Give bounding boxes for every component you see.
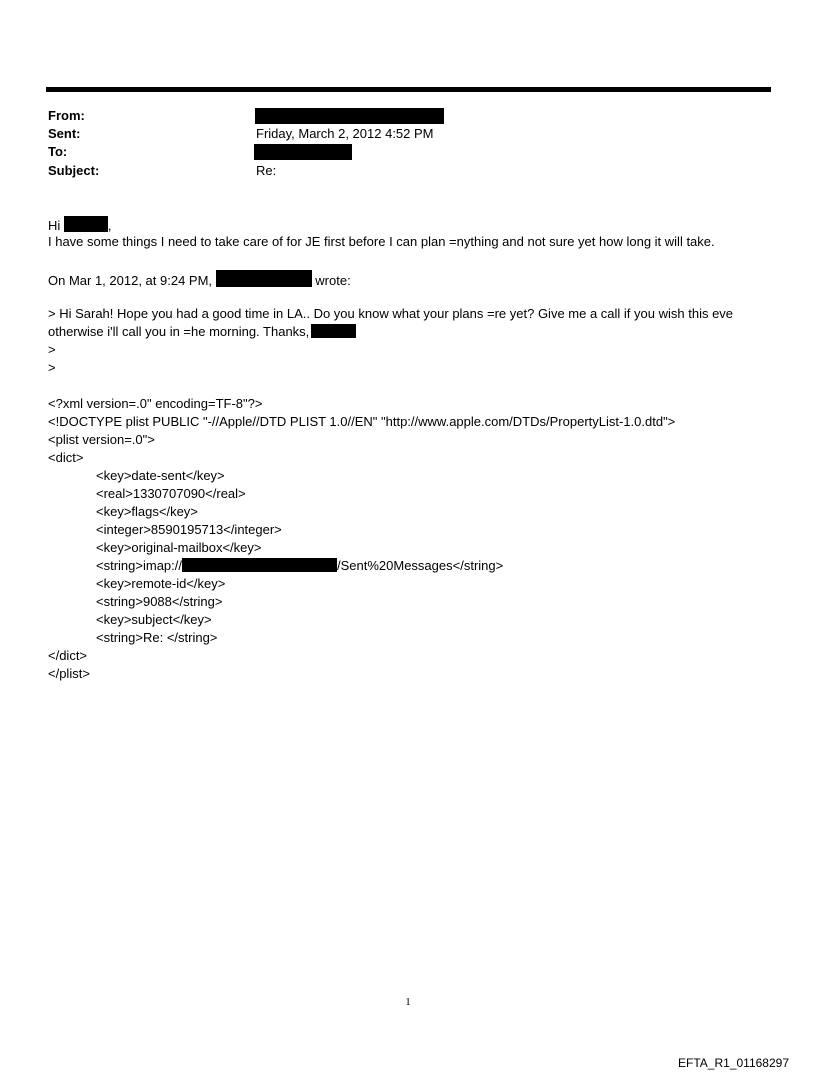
quote-intro-post: wrote: — [315, 273, 351, 288]
plist-value-flags: <integer>8590195713</integer> — [96, 522, 282, 537]
plist-key-date-sent: <key>date-sent</key> — [96, 468, 225, 483]
plist-value-mailbox — [96, 558, 503, 574]
sent-value: Friday, March 2, 2012 4:52 PM — [256, 126, 434, 141]
bates-number: EFTA_R1_01168297 — [678, 1056, 789, 1070]
plist-key-remote-id: <key>remote-id</key> — [96, 576, 226, 591]
plist-xml-decl: <?xml version=.0" encoding=TF-8"?> — [48, 396, 263, 411]
to-redaction — [254, 144, 352, 160]
quote-intro-pre: On Mar 1, 2012, at 9:24 PM, — [48, 273, 213, 288]
body-line-1: I have some things I need to take care of for JE first before I can plan =nything and not sure yet how long it will take. — [48, 234, 715, 249]
plist-value-date-sent: <real>1330707090</real> — [96, 486, 246, 501]
plist-key-subject: <key>subject</key> — [96, 612, 212, 627]
plist-close: </plist> — [48, 666, 90, 681]
dict-open: <dict> — [48, 450, 84, 465]
mailbox-suffix: /Sent%20Messages</string> — [337, 558, 504, 573]
greeting-suffix: , — [107, 218, 112, 233]
header-rule — [46, 87, 771, 92]
signature-redaction — [311, 324, 356, 338]
greeting-text: Hi — [48, 218, 61, 233]
quote-line-1: > Hi Sarah! Hope you had a good time in LA.. Do you know what your plans =re yet? Give me a call if you wish this eve — [48, 306, 734, 321]
quote-line-2-text: otherwise i'll call you in =he morning. Thanks, — [48, 324, 310, 339]
from-label: From: — [48, 108, 85, 123]
greeting-line — [48, 216, 112, 234]
plist-open: <plist version=.0"> — [48, 432, 155, 447]
sent-label: Sent: — [48, 126, 81, 141]
mailbox-redaction — [182, 558, 337, 572]
to-label: To: — [48, 144, 68, 159]
plist-doctype: <!DOCTYPE plist PUBLIC "-//Apple//DTD PLIST 1.0//EN" "http://www.apple.com/DTDs/PropertyList-1.0.dtd"> — [48, 414, 676, 429]
subject-label: Subject: — [48, 163, 100, 178]
plist-key-flags: <key>flags</key> — [96, 504, 198, 519]
subject-value: Re: — [256, 163, 277, 178]
page-number: 1 — [405, 996, 411, 1008]
from-redaction — [255, 108, 444, 124]
quote-intro — [48, 270, 351, 289]
plist-key-mailbox: <key>original-mailbox</key> — [96, 540, 262, 555]
quote-sender-redaction — [216, 270, 312, 287]
quote-line-2 — [48, 324, 356, 340]
plist-value-remote-id: <string>9088</string> — [96, 594, 223, 609]
quote-gt-1: > — [48, 342, 56, 357]
quote-gt-2: > — [48, 360, 56, 375]
greeting-redaction — [64, 216, 108, 232]
plist-value-subject: <string>Re: </string> — [96, 630, 218, 645]
dict-close: </dict> — [48, 648, 88, 663]
mailbox-prefix: <string>imap:// — [96, 558, 182, 573]
